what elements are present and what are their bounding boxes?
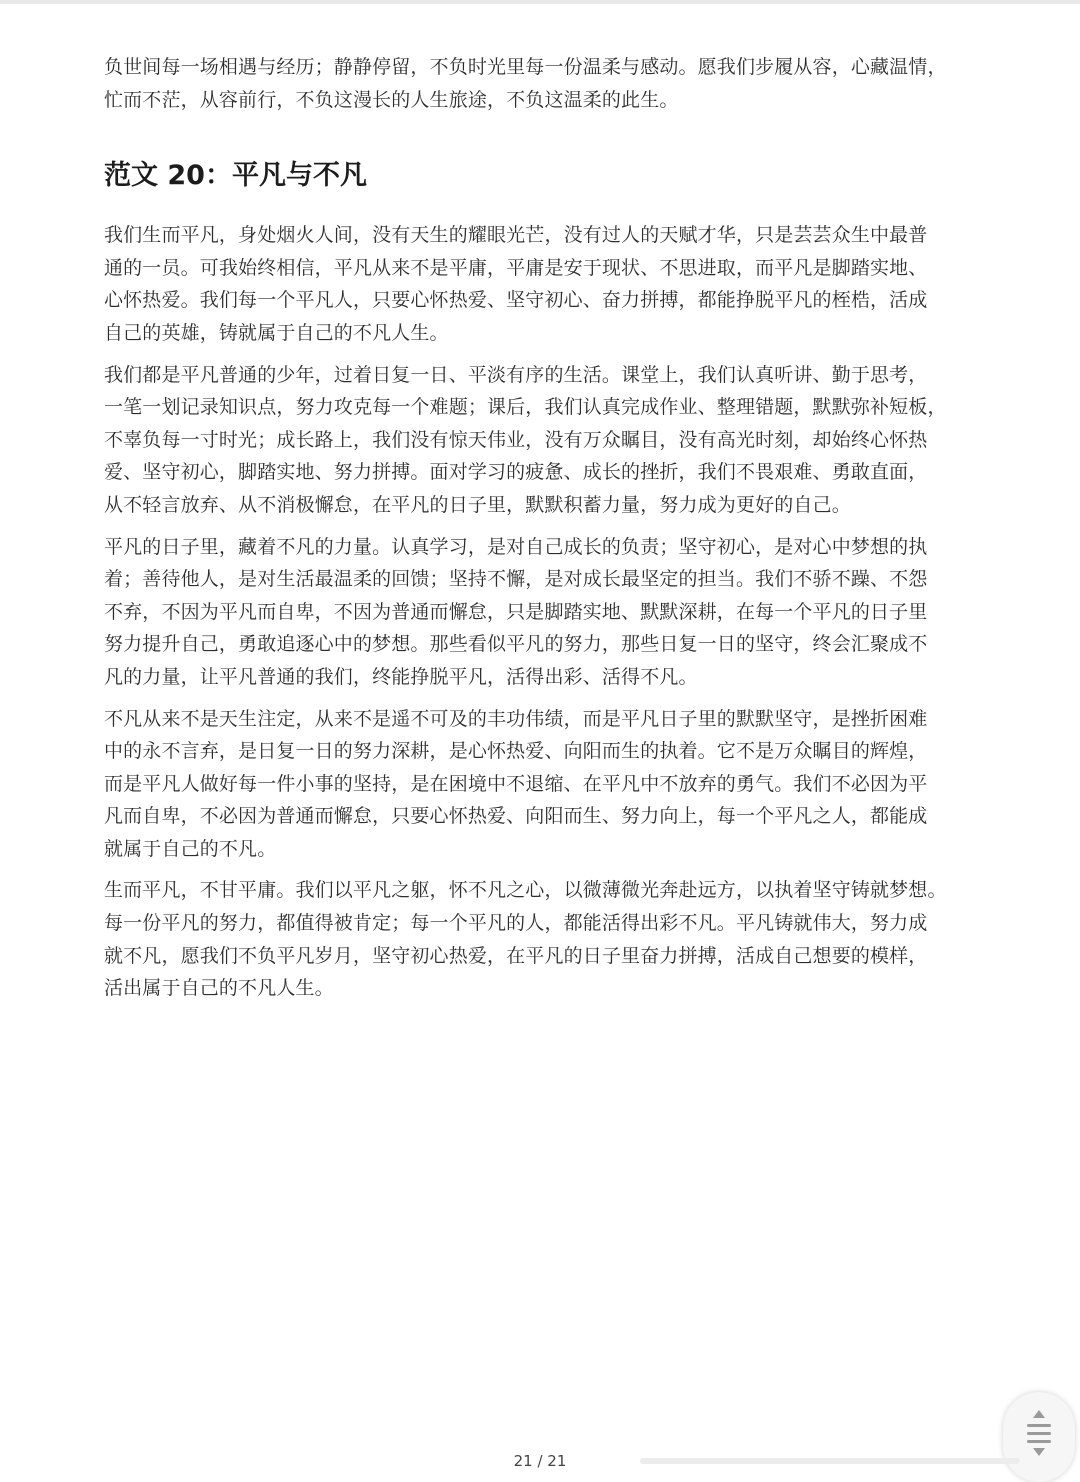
text-line: 一笔一划记录知识点，努力攻克每一个难题；课后，我们认真完成作业、整理错题，默默弥补短板， — [104, 396, 947, 419]
text-line: 忙而不茫，从容前行，不负这漫长的人生旅途，不负这温柔的此生。 — [104, 88, 679, 111]
text-line: 心怀热爱。我们每一个平凡人，只要心怀热爱、坚守初心、奋力拼搏，都能挣脱平凡的桎梏，活成 — [104, 289, 928, 312]
text-line: 不弃，不因为平凡而自卑，不因为普通而懈怠，只是脚踏实地、默默深耕，在每一个平凡的日子里 — [104, 600, 928, 623]
text-line: 每一份平凡的努力，都值得被肯定；每一个平凡的人，都能活得出彩不凡。平凡铸就伟大，努力成 — [104, 912, 928, 935]
page-number: 21 / 21 — [513, 1452, 567, 1470]
text-line: 就不凡，愿我们不负平凡岁月，坚守初心热爱，在平凡的日子里奋力拼搏，活成自己想要的模样， — [104, 944, 928, 967]
body-paragraph-5 — [104, 874, 994, 1004]
text-line: 中的永不言弃，是日复一日的努力深耕，是心怀热爱、向阳而生的执着。它不是万众瞩目的辉煌， — [104, 740, 928, 763]
top-edge-bar — [0, 0, 1080, 4]
text-line: 就属于自己的不凡。 — [104, 837, 277, 860]
text-line: 平凡的日子里，藏着不凡的力量。认真学习，是对自己成长的负责；坚守初心，是对心中梦想的执 — [104, 535, 928, 558]
text-line: 我们都是平凡普通的少年，过着日复一日、平淡有序的生活。课堂上，我们认真听讲、勤于思考， — [104, 363, 928, 386]
text-line: 凡而自卑，不必因为普通而懈怠，只要心怀热爱、向阳而生、努力向上，每一个平凡之人，都能成 — [104, 805, 928, 828]
intro-paragraph — [104, 51, 994, 116]
text-line: 着；善待他人，是对生活最温柔的回馈；坚持不懈，是对成长最坚定的担当。我们不骄不躁、不怨 — [104, 568, 928, 591]
text-line: 负世间每一场相遇与经历；静静停留，不负时光里每一份温柔与感动。愿我们步履从容，心藏温情， — [104, 56, 947, 78]
document-page — [104, 51, 994, 1005]
text-line: 自己的英雄，铸就属于自己的不凡人生。 — [104, 321, 449, 344]
text-line: 凡的力量，让平凡普通的我们，终能挣脱平凡，活得出彩、活得不凡。 — [104, 665, 698, 688]
body-paragraph-2 — [104, 359, 994, 522]
text-line: 而是平凡人做好每一件小事的坚持，是在困境中不退缩、在平凡中不放弃的勇气。我们不必因为平 — [104, 772, 928, 795]
text-line: 生而平凡，不甘平庸。我们以平凡之躯，怀不凡之心，以微薄微光奔赴远方，以执着坚守铸就梦想。 — [104, 879, 947, 902]
body-paragraph-3 — [104, 531, 994, 694]
body-paragraph-4 — [104, 703, 994, 866]
text-line: 通的一员。可我始终相信，平凡从来不是平庸，平庸是安于现状、不思进取，而平凡是脚踏实地、 — [104, 256, 928, 279]
text-line: 从不轻言放弃、从不消极懈怠，在平凡的日子里，默默积蓄力量，努力成为更好的自己。 — [104, 493, 851, 516]
text-line: 活出属于自己的不凡人生。 — [104, 977, 334, 1000]
text-line: 努力提升自己，勇敢追逐心中的梦想。那些看似平凡的努力，那些日复一日的坚守，终会汇聚成不 — [104, 633, 928, 656]
section-heading: 范文 20：平凡与不凡 — [104, 160, 367, 192]
text-line: 爱、坚守初心，脚踏实地、努力拼搏。面对学习的疲惫、成长的挫折，我们不畏艰难、勇敢直面， — [104, 461, 928, 484]
text-line: 不凡从来不是天生注定，从来不是遥不可及的丰功伟绩，而是平凡日子里的默默坚守，是挫折困难 — [104, 707, 928, 730]
text-line: 不辜负每一寸时光；成长路上，我们没有惊天伟业，没有万众瞩目，没有高光时刻，却始终心怀热 — [104, 428, 928, 451]
body-paragraph-1 — [104, 219, 994, 349]
text-line: 我们生而平凡，身处烟火人间，没有天生的耀眼光芒，没有过人的天赋才华，只是芸芸众生中最普 — [104, 224, 928, 247]
